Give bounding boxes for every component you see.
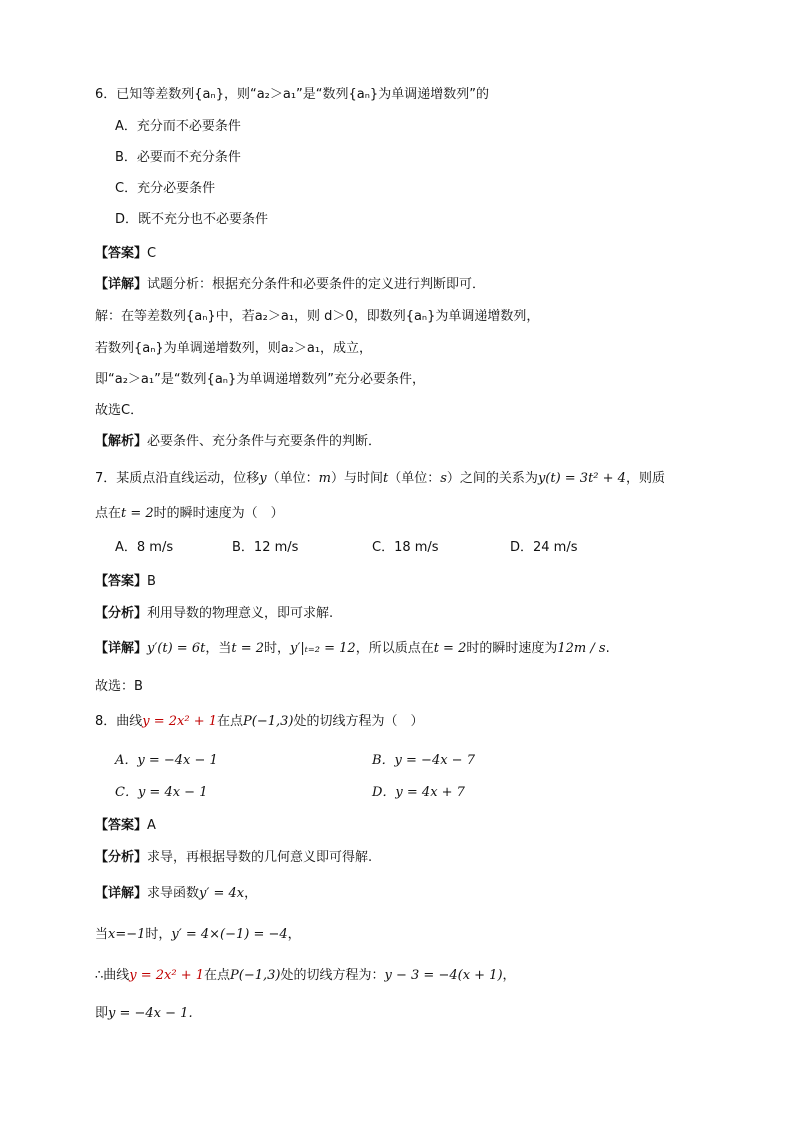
q6-stem: 6．已知等差数列{aₙ}，则“a₂＞a₁”是“数列{aₙ}为单调递增数列”的 — [95, 87, 489, 102]
q6-option-a: A．充分而不必要条件 — [115, 119, 241, 134]
q8-detail-text: 在点 — [204, 968, 231, 983]
q8-detail-text: 时， — [145, 927, 172, 942]
q8-slope: y′ = 4×(−1) = −4 — [171, 927, 288, 942]
q8-detail-text: ， — [244, 886, 258, 901]
q8-detail-text: ， — [502, 968, 516, 983]
answer-tag: 【答案】 — [95, 246, 148, 261]
q7-analysis: 利用导数的物理意义，即可求解. — [147, 606, 334, 621]
q8-curve: y = 2x² + 1 — [129, 968, 205, 983]
q8-stem-text: 8．曲线 — [95, 714, 143, 729]
q6-detail-row — [95, 276, 485, 294]
q7-option-d: D．24 m/s — [510, 540, 578, 555]
q8-point: P(−1,3) — [243, 714, 294, 729]
q7-t-eq: t = 2 — [121, 506, 154, 521]
q7-var-y: y — [259, 471, 267, 486]
q7-option-a: A．8 m/s — [115, 540, 174, 555]
q7-derivative: y′(t) = 6t — [147, 641, 206, 656]
q6-option-c: C．充分必要条件 — [115, 181, 216, 196]
q7-t-eq: t = 2 — [231, 641, 265, 656]
q6-option-d: D．既不充分也不必要条件 — [115, 212, 269, 227]
q7-analysis-row — [95, 605, 333, 623]
q7-stem-text: ，则质 — [625, 471, 665, 486]
q8-answer-row — [95, 817, 156, 835]
q8-stem — [95, 713, 424, 731]
q7-option-b: B．12 m/s — [232, 540, 299, 555]
q6-solution-line-4: 故选C． — [95, 403, 144, 418]
q6-answer-row — [95, 245, 156, 263]
q6-solution-line-1: 解：在等差数列{aₙ}中，若a₂＞a₁，则 d＞0，即数列{aₙ}为单调递增数列， — [95, 309, 540, 324]
q8-detail-text: 处的切线方程为： — [280, 968, 385, 983]
q8-detail-row — [95, 885, 257, 903]
q7-unit-s: s — [440, 471, 447, 486]
q8-solution-line-4 — [95, 1005, 193, 1023]
q8-detail-text: ∴曲线 — [95, 968, 130, 983]
q6-option-b: B．必要而不充分条件 — [115, 150, 241, 165]
q8-x-value: x=−1 — [108, 927, 146, 942]
q8-point: P(−1,3) — [230, 968, 281, 983]
q7-answer: B — [147, 574, 156, 589]
q8-derivative: y′ = 4x — [199, 886, 245, 901]
detail-tag: 【详解】 — [95, 277, 148, 292]
q8-solution-line-2 — [95, 926, 301, 944]
q6-solution-line-3: 即“a₂＞a₁”是“数列{aₙ}为单调递增数列”充分必要条件， — [95, 372, 425, 387]
answer-tag: 【答案】 — [95, 818, 148, 833]
q6-analysis: 必要条件、充分条件与充要条件的判断． — [147, 434, 382, 449]
q7-stem-text: （单位： — [388, 471, 441, 486]
q8-detail-text: 当 — [95, 927, 109, 942]
q7-detail-text: ，当 — [205, 641, 232, 656]
answer-tag: 【答案】 — [95, 574, 148, 589]
q7-stem-text: ）之间的关系为 — [446, 471, 538, 486]
q8-answer: A — [147, 818, 156, 833]
analysis-tag: 【解析】 — [95, 434, 148, 449]
q7-detail-text: 时， — [264, 641, 291, 656]
detail-tag: 【详解】 — [95, 886, 148, 901]
q7-detail-text: ，所以质点在 — [355, 641, 434, 656]
q8-analysis-row — [95, 849, 372, 867]
q8-stem-text: 处的切线方程为（ ） — [293, 714, 424, 729]
q7-t-eq: t = 2 — [433, 641, 467, 656]
q7-stem-text: 时的瞬时速度为（ ） — [153, 506, 284, 521]
q7-stem-line-1 — [95, 470, 665, 488]
q7-answer-row — [95, 573, 156, 591]
detail-tag: 【详解】 — [95, 641, 148, 656]
analysis-tag: 【分析】 — [95, 850, 148, 865]
q7-option-c: C．18 m/s — [372, 540, 439, 555]
q7-conclusion: 故选：B — [95, 679, 143, 694]
q6-analysis-row — [95, 433, 381, 451]
q7-detail-text: . — [605, 641, 610, 656]
q8-tangent-equation: y − 3 = −4(x + 1) — [384, 968, 503, 983]
q6-solution-line-2: 若数列{aₙ}为单调递增数列，则a₂＞a₁，成立， — [95, 341, 373, 356]
q8-stem-text: 在点 — [217, 714, 244, 729]
q8-curve: y = 2x² + 1 — [142, 714, 218, 729]
q7-velocity: 12m / s — [557, 641, 606, 656]
q7-stem-text: ）与时间 — [330, 471, 383, 486]
q7-detail-row — [95, 640, 610, 658]
q8-detail-text: ， — [287, 927, 301, 942]
q8-detail-text: 求导函数 — [147, 886, 200, 901]
analysis-tag: 【分析】 — [95, 606, 148, 621]
q7-detail-text: 时的瞬时速度为 — [466, 641, 558, 656]
q7-stem-text: （单位： — [266, 471, 319, 486]
q8-solution-line-3 — [95, 967, 516, 985]
q7-stem-text: 7．某质点沿直线运动，位移 — [95, 471, 260, 486]
q7-formula: y(t) = 3t² + 4 — [537, 471, 626, 486]
q8-option-a: A．y = −4x − 1 — [115, 753, 218, 768]
q7-stem-text: 点在 — [95, 506, 122, 521]
q7-stem-line-2 — [95, 505, 284, 523]
q7-var-t: t — [383, 471, 389, 486]
q8-analysis: 求导，再根据导数的几何意义即可得解. — [147, 850, 373, 865]
q8-option-d: D．y = 4x + 7 — [372, 785, 465, 800]
q8-detail-text: 即 — [95, 1006, 109, 1021]
q6-detail: 试题分析：根据充分条件和必要条件的定义进行判断即可． — [147, 277, 486, 292]
q8-option-b: B．y = −4x − 7 — [372, 753, 475, 768]
q7-derivative-value: y′|ₜ₌₂ = 12 — [290, 641, 356, 656]
q8-final-answer: y = −4x − 1. — [108, 1006, 193, 1021]
q6-answer: C — [147, 246, 157, 261]
q7-unit-m: m — [318, 471, 331, 486]
q8-option-c: C．y = 4x − 1 — [115, 785, 208, 800]
